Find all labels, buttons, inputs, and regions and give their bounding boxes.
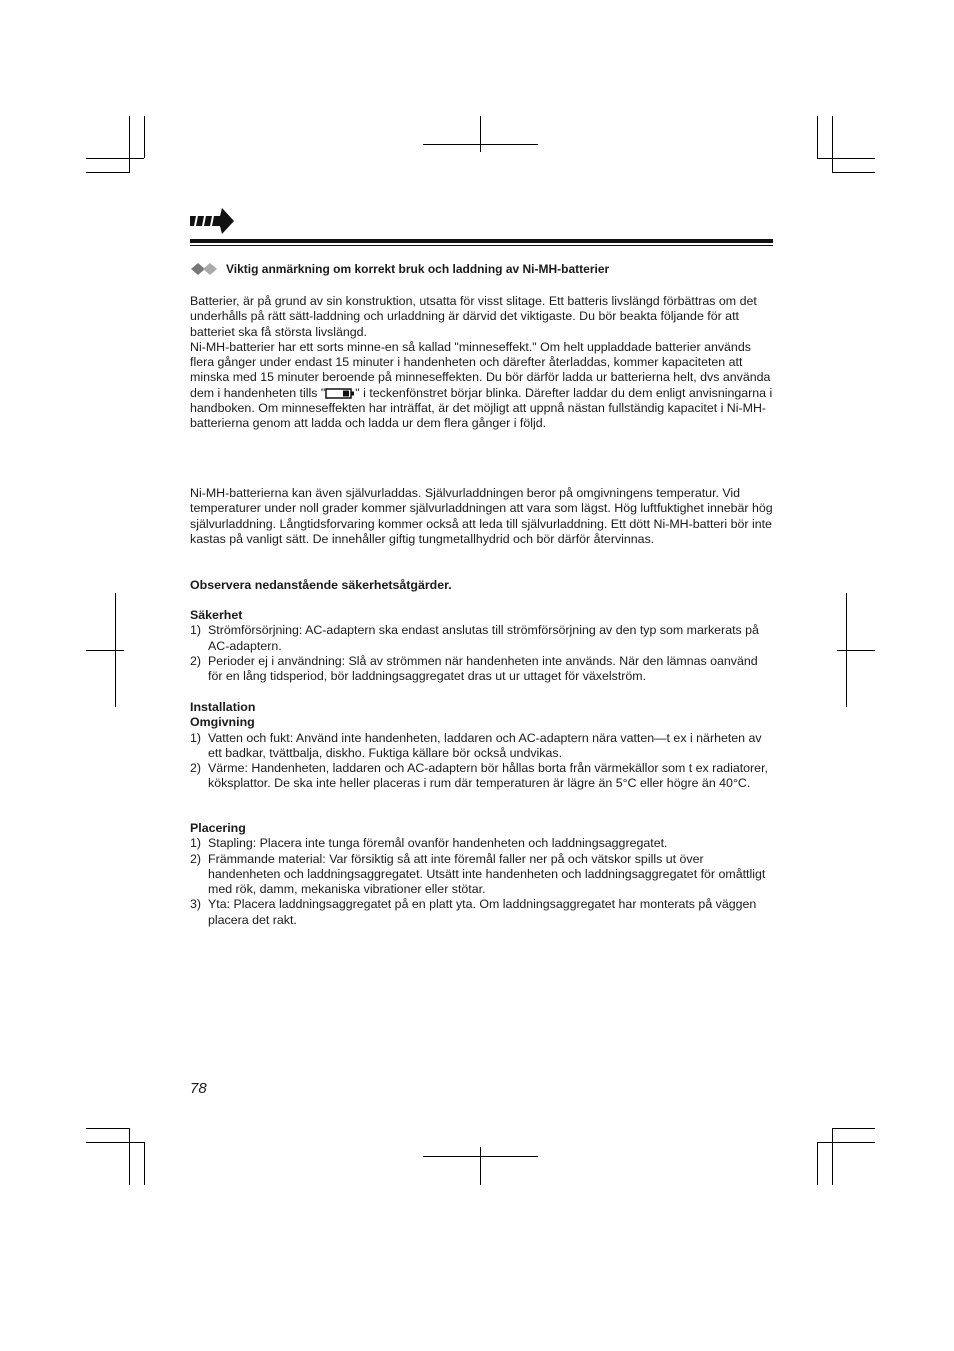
- safety-list: [190, 623, 775, 684]
- crop-mark: [832, 1128, 875, 1129]
- safety-intro: Observera nedanstående säkerhetsåtgärder.: [190, 578, 452, 592]
- crop-mark: [480, 116, 481, 152]
- crop-mark: [86, 1142, 144, 1143]
- list-item: 2) Perioder ej i användning: Slå av strömmen när handenheten inte används. När den lämnas oanvänd för en lång tidsperiod, bör laddningsaggregatet dras ut ur uttaget för växelström.: [190, 653, 758, 684]
- crop-mark: [129, 1128, 130, 1185]
- intro-paragraph-1: Batterier, är på grund av sin konstruktion, utsatta för visst slitage. Ett batteris livslängd förbättras om det underhålls på rätt sätt-laddning och urladdning är därvid det viktigaste. Du bör beakta följande för att batteriet ska få största livslängd.: [190, 294, 757, 339]
- crop-mark: [817, 116, 818, 158]
- battery-low-icon: [325, 388, 355, 399]
- crop-mark: [817, 1142, 818, 1185]
- crop-mark: [129, 116, 130, 172]
- crop-mark: [817, 1142, 875, 1143]
- crop-mark: [480, 1147, 481, 1185]
- safety-section: [190, 608, 775, 684]
- crop-mark: [86, 1128, 130, 1129]
- placement-title: Placering: [190, 821, 246, 835]
- crop-mark: [846, 593, 847, 707]
- crop-mark: [832, 1128, 833, 1185]
- placement-list: [190, 836, 775, 928]
- selfdischarge-paragraph: Ni-MH-batterierna kan även självurladdas. Självurladdningen beror på omgivningens temperatur. Vid temperaturer under noll grader kommer självurladdningen att vara som lägst. Hög luftfuktighet innebär hög självurladdning. Långtidsforvaring kommer också att leda till självurladdning. Ett dött Ni-MH-batteri bör inte kastas på vanligt sätt. De innehåller giftig tungmetallhydrid och bör därför återvinnas.: [190, 486, 773, 546]
- list-item: 1) Stapling: Placera inte tunga föremål ovanför handenheten och laddningsaggregatet.: [190, 836, 668, 851]
- installation-title: Installation: [190, 700, 256, 714]
- page-number: 78: [190, 1080, 207, 1097]
- section-arrow-icon: [190, 206, 236, 236]
- crop-mark: [832, 116, 833, 172]
- installation-list: [190, 731, 775, 792]
- double-diamond-icon: [190, 262, 220, 276]
- crop-mark: [837, 650, 875, 651]
- list-item: 1) Strömförsörjning: AC-adaptern ska endast anslutas till strömförsörjning av den typ som markerats på AC-adaptern.: [190, 623, 759, 653]
- crop-mark: [144, 116, 145, 158]
- list-item: 2) Värme: Handenheten, laddaren och AC-adaptern bör hållas borta från värmekällor som t ex radiatorer, köksplattor. De ska inte heller placeras i rum där temperaturen är lägre än 5°C eller högre än 40°C.: [190, 761, 768, 791]
- list-item: 3) Yta: Placera laddningsaggregatet på en platt yta. Om laddningsaggregatet har monterats på väggen placera det rakt.: [190, 897, 757, 927]
- intro-text: [190, 294, 775, 432]
- crop-mark: [832, 172, 875, 173]
- intro-paragraph-2: Ni-MH-batterier har ett sorts minne-en så kallad "minneseffekt." Om helt uppladdade batterier används flera gånger under endast 15 minuter i handenheten och därefter återladdas, kommer kapaciteten att minska med 15 minuter beroende på minneseffekten. Du bör därför ladda ur batterierna helt, dvs använda dem i handenheten tills " " i teckenfönstret börjar blinka. Därefter laddar du dem enligt anvisningarna i handboken. Om minneseffekten har inträffat, är det möjligt att uppnå nästan fullständig kapacitet i Ni-MH-batterierna genom att ladda och ladda ur dem flera gånger i följd.: [190, 339, 773, 431]
- header-rule: [190, 239, 773, 243]
- crop-mark: [817, 158, 875, 159]
- placement-section: [190, 821, 775, 928]
- crop-mark: [86, 172, 130, 173]
- crop-mark: [86, 158, 144, 159]
- installation-section: [190, 700, 775, 792]
- list-item: 1) Vatten och fukt: Använd inte handenheten, laddaren och AC-adaptern nära vatten—t ex i närheten av ett badkar, tvättbalja, diskho. Fuktiga källare bör också undvikas.: [190, 730, 762, 760]
- header-rule-thin: [190, 245, 773, 246]
- crop-mark: [86, 650, 124, 651]
- heading-title: Viktig anmärkning om korrekt bruk och laddning av Ni-MH-batterier: [226, 262, 610, 276]
- safety-title: Säkerhet: [190, 608, 243, 622]
- list-item: 2) Främmande material: Var försiktig så att inte föremål faller ner på och vätskor spills ut över handenheten och laddningsaggregatet. Utsätt inte handenheten och laddningsaggregatet för omåttligt med rök, damm, mekaniska vibrationer eller stötar.: [190, 851, 766, 897]
- section-heading: [190, 262, 790, 276]
- crop-mark: [144, 1142, 145, 1185]
- crop-mark: [115, 593, 116, 707]
- installation-subtitle: Omgivning: [190, 715, 255, 730]
